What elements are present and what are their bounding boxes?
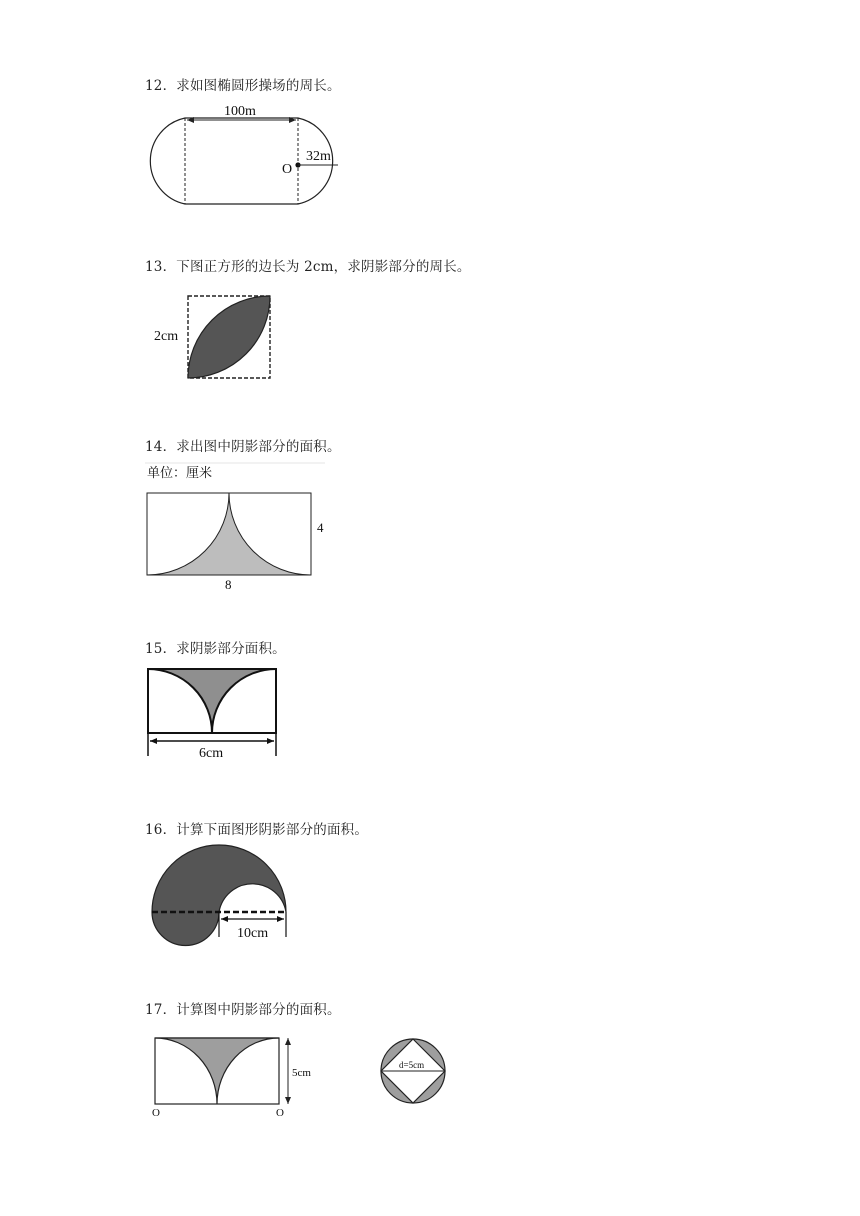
- width-label: 6cm: [199, 746, 224, 761]
- question-16-text: 16．计算下面图形阴影部分的面积。: [145, 822, 369, 838]
- circle-inscribed-square-figure: [378, 1036, 452, 1110]
- rectangle-quarter-arcs-figure: [145, 1034, 325, 1119]
- o-right-label: O: [276, 1107, 284, 1119]
- o-left-label: O: [152, 1107, 160, 1119]
- height-label: 4: [317, 520, 324, 535]
- unit-label: 单位：厘米: [147, 466, 213, 481]
- center-label: O: [282, 162, 293, 177]
- question-14-text: 14．求出图中阴影部分的面积。: [145, 439, 341, 455]
- question-13-text: 13．下图正方形的边长为 2cm，求阴影部分的周长。: [145, 259, 471, 275]
- length-label: 100m: [224, 104, 256, 119]
- side-label: 2cm: [154, 329, 179, 344]
- question-15-text: 15．求阴影部分面积。: [145, 641, 286, 657]
- radius-label: 32m: [306, 149, 331, 164]
- radius-label: 10cm: [237, 926, 269, 941]
- question-12-text: 12．求如图椭圆形操场的周长。: [145, 78, 341, 94]
- oval-track-figure: [140, 98, 350, 213]
- height-label: 5cm: [292, 1067, 311, 1079]
- rectangle-quarter-circles-figure: [145, 462, 335, 597]
- question-17-text: 17．计算图中阴影部分的面积。: [145, 1002, 341, 1018]
- rectangle-semicircle-gap-figure: [145, 668, 285, 763]
- diameter-label: d=5cm: [399, 1060, 425, 1070]
- square-leaf-figure: [150, 288, 280, 388]
- swirl-semicircles-figure: [145, 843, 305, 953]
- width-label: 8: [225, 577, 232, 592]
